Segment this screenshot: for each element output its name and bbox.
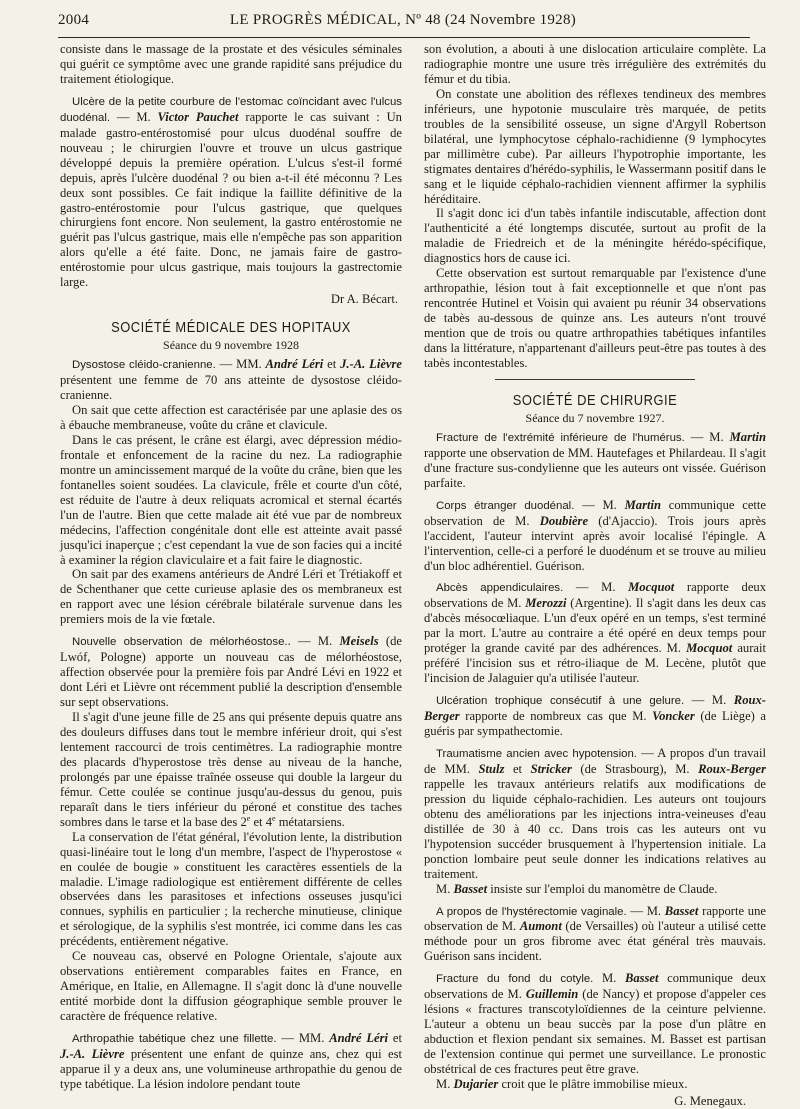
author-name: Guillemin <box>525 987 579 1002</box>
paragraph: consiste dans le massage de la prostate et des vésicules séminales qui guérit ce symptôme avec une grande rapidité sans préjudice du traitement étiologique. <box>60 42 402 86</box>
paragraph: son évolution, a abouti à une dislocation articulaire complète. La radiographie montre une usure très irrégulière des extrémités du fémur et du tibia. <box>424 42 766 86</box>
section-date: Séance du 7 novembre 1927. <box>525 410 665 425</box>
article-ulcere: Ulcère de la petite courbure de l'estomac coïncidant avec l'ulcus duodénal. — M. Victor Pauchet rapporte le cas suivant : Un malade gastro-entérostomisé pour ulcus duodénal souffre de nouveau ; le chirurgien l'ouvre et trouve un ulcus gastrique développé depuis la première opération. L'ulcus s'est-il formé depuis, après l'ulcère duodénal ? ou bien a-t-il été méconnu ? Les deux sont possibles. Ce fait indique la faillite définitive de la gastro-entérostomie pour l'ulcus gastrique, que quelques chirurgiens font encore. Non seulement, la gastro entérostomie ne guérit pas l'ulcus gastrique, mais elle n'empêche pas son apparition alors qu'elle a été faite. Donc, ne jamais faire de gastro-entérostomie pour ulcus gastrique, mais toujours la gastrectomie large. <box>60 95 402 290</box>
author-name: Martin <box>624 497 661 512</box>
paragraph: Ce nouveau cas, observé en Pologne Orientale, s'ajoute aux observations entièrement comparables faites en France, en Amérique, en Italie, en Allemagne. Il s'agit donc là d'une nouvelle entité morbide dont la diffusion géographique semble prouver le caractère de fréquence relative. <box>60 949 402 1024</box>
author-name: J.-A. Lièvre <box>340 357 402 372</box>
author-name: Voncker <box>652 709 695 724</box>
article-dysostose: Dysostose cléido-cranienne. — MM. André Léri et J.-A. Lièvre présentent une femme de 70 ans atteinte de dysostose cléido-cranienne. <box>60 357 402 403</box>
author-name: Victor Pauchet <box>157 109 239 124</box>
section-title: SOCIÉTÉ MÉDICALE DES HOPITAUX <box>111 319 351 337</box>
header-rule <box>58 37 750 38</box>
article-heading: Abcès appendiculaires. <box>436 582 564 595</box>
author-name: Roux-Berger <box>424 693 766 724</box>
author-name: Mocquot <box>628 580 675 595</box>
author-name: Merozzi <box>525 596 567 611</box>
author-name: Basset <box>624 971 659 986</box>
author-name: Martin <box>729 429 766 444</box>
paragraph: Il s'agit d'une jeune fille de 25 ans qui présente depuis quatre ans des douleurs diffuses dans tout le membre inférieur droit, qui s'est lentement raccourci de trois centimètres. La radiographie montre des placards d'hyperostose très dense au niveau de la hanche, prolongés par une épaisse traînée osseuse qui double la largeur du fémur. Cette coulée se continue jusqu'au-dessus du genou, puis reparaît dans le tiers inférieur du péroné et constitue des taches sombres dans le tarse et la base des 2e et 4e métatarsiens. <box>60 710 402 829</box>
article-heading: A propos de l'hystérectomie vaginale. <box>436 905 627 918</box>
article-heading: Ulcère de la petite courbure de l'estomac coïncidant avec l'ulcus duodénal. <box>60 95 402 124</box>
paragraph: On sait par des examens antérieurs de André Léri et Trétiakoff et de Schenthaner que cette curieuse aplasie des os membraneux est en rapport avec une lésion cérébrale bilatérale survenue dans les premiers mois de la vie fœtale. <box>60 567 402 627</box>
author-name: Meisels <box>339 634 379 649</box>
journal-title: LE PROGRÈS MÉDICAL, Nº 48 (24 Novembre 1928) <box>229 12 577 28</box>
author-name: André Léri <box>265 357 324 372</box>
author-name: Stricker <box>530 761 572 776</box>
article-abces: Abcès appendiculaires. — M. Mocquot rapporte deux observations de M. Merozzi (Argentine). Il s'agit dans les deux cas d'abcès mésocœliaque. L'un d'eux opéré en un temps, s'est terminé par la mort. L'autre au contraire a été opéré en deux temps pour protéger la grande cavité par des adhérences. M. Mocquot aurait préféré l'incision sus et rétro-iliaque de M. Lecène, plutôt que l'incision de Jalaguier qu'a utilisée l'auteur. <box>424 580 767 686</box>
article-traumatisme: Traumatisme ancien avec hypotension. — A propos d'un travail de MM. Stulz et Stricker (de Strasbourg), M. Roux-Berger rappelle les travaux antérieurs relatifs aux modifications de pression du liquide céphalo-rachidien. Les auteurs ont toujours obtenu des améliorations par les injections intra-veineuses d'eau distillée de 30 à 40 cc. Dans trois cas les auteurs ont vu l'hypotension succéder brusquement à l'hypertension initiale. La ponction lombaire peut seule donner les indications relatives au traitement. <box>424 745 766 881</box>
paragraph: Dans le cas présent, le crâne est élargi, avec dépression médio-frontale et enfoncement de la racine du nez. La radiographie montre un amincissement marqué de la voûte du crâne, bien que les fontanelles soient soudées. La clavicule, frêle et courte d'un côté, est réduite de l'autre à deux reliquats acromical et sternal écartés l'un de l'autre. Bien que cette malade ait été vue par de nombreux médecins, l'affection congénitale dont elle est atteinte avait passé jusqu'ici inaperçue ; c'est cependant la vue de son facies qui a incité à examiner la région claviculaire et a fait faire le diagnostic. <box>60 432 402 567</box>
section-title: SOCIÉTÉ DE CHIRURGIE <box>512 391 678 409</box>
right-column <box>424 42 766 1109</box>
signature: Dr A. Bécart. <box>330 292 398 307</box>
paragraph: M. Basset insiste sur l'emploi du manomètre de Claude. <box>436 881 718 896</box>
article-heading: Ulcération trophique consécutif à une gelure. <box>436 695 685 708</box>
author-name: Basset <box>453 881 488 896</box>
author-name: Stulz <box>478 761 505 776</box>
article-corps-etranger: Corps étranger duodénal. — M. Martin communique cette observation de M. Doubière (d'Ajaccio). Trois jours après l'accident, l'auteur intervint après avoir localisé l'épingle. A l'intervention, celle-ci a perforé le duodénum et se trouve au milieu d'un bloc adhérentiel. Guérison. <box>424 497 767 573</box>
paragraph: On constate une abolition des réflexes tendineux des membres inférieurs, une hypotonie musculaire très marquée, de petits troubles de la sensibilité osseuse, un signe d'Argyll Robertson bilatéral, une lymphocytose céphalo-rachidienne (9 lymphocytes par millimètre cube). Par ailleurs l'hypotrophie importante, les stigmates dentaires d'hérédo-syphilis, le Wassermann positif dans le sang et le liquide céphalo-rachidien viennent affirmer la syphilis héréditaire. <box>424 86 766 206</box>
article-melorheostose: Nouvelle observation de mélorhéostose.. — M. Meisels (de Lwóf, Pologne) apporte un nouveau cas de mélorhéostose, affection observée pour la première fois par André Lévi en 1922 et dont Léri et Lièvre ont récemment publié la description d'ensemble sur sept observations. <box>60 634 402 710</box>
paragraph: Cette observation est surtout remarquable par l'existence d'une arthropathie, lésion tout à fait exceptionnelle et que n'ont pas rencontrée Hutinel et Voisin qui avaient pu réunir 34 observations de tabès au-dessous de quinze ans. Les auteurs n'ont trouvé mention que de trois ou quatre arthropathies tabétiques infantiles dans la littérature, n'appartenant d'ailleurs peut-être pas toutes à des tabès incontestables. <box>424 266 766 371</box>
author-name: Basset <box>664 903 699 918</box>
signature: G. Menegaux. <box>674 1093 746 1108</box>
author-name: Doubière <box>539 513 589 528</box>
article-heading: Traumatisme ancien avec hypotension. <box>436 747 637 760</box>
author-name: J.-A. Lièvre <box>60 1047 125 1061</box>
article-cotyle: Fracture du fond du cotyle. M. Basset communique deux observations de M. Guillemin (de Nancy) et propose d'appeler ces lésions « fractures transcotyloïdiennes de la ceinture pelvienne. L'auteur a obtenu un beau succès par la pose d'un plâtre en abduction et flexion pendant six semaines. M. Basset est partisan de l'extension continue qui permet une surveillance. Le pronostic obstétrical de ces fractures peut être grave. <box>424 971 766 1077</box>
article-heading: Nouvelle observation de mélorhéostose. <box>72 636 288 649</box>
left-column <box>60 42 402 1092</box>
author-name: Aumont <box>519 919 562 934</box>
article-heading: Corps étranger duodénal. <box>436 499 575 512</box>
author-name: Dujarier <box>453 1077 499 1091</box>
article-heading: Arthropathie tabétique chez une fillette. <box>72 1033 277 1046</box>
section-divider <box>495 379 695 380</box>
paragraph: La conservation de l'état général, l'évolution lente, la distribution quasi-linéaire tout le long d'un membre, l'aspect de l'hyperostose « en coulée de bougie » constituent les caractères essentiels de la maladie. L'image radiologique est entièrement différente de celles observées dans les parasitoses et infections osseuses jusqu'ici connues, syphilis en particulier ; la recherche minutieuse, clinique et sérologique, de la syphilis s'est montrée, ici comme dans les cas précédents, entièrement négative. <box>60 829 402 949</box>
author-name: Roux-Berger <box>698 761 766 776</box>
section-date: Séance du 9 novembre 1928 <box>163 338 299 353</box>
author-name: Mocquot <box>686 641 733 656</box>
article-heading: Fracture du fond du cotyle. <box>436 973 594 986</box>
page-header <box>58 12 748 34</box>
article-heading: Fracture de l'extrémité inférieure de l'humérus. <box>436 431 685 444</box>
article-arthropathie: Arthropathie tabétique chez une fillette. — MM. André Léri et J.-A. Lièvre présentent une enfant de quinze ans, chez qui est apparue il y a deux ans, une volumineuse arthropathie du genou de type tabétique. La lésion indolore pendant toute <box>60 1031 402 1091</box>
paragraph: Il s'agit donc ici d'un tabès infantile indiscutable, affection dont l'authenticité a été longtemps discutée, surtout au profit de la maladie de Friedreich et de la méningite hérédo-spécifique, diagnostics hors de cause ici. <box>424 206 766 266</box>
article-fracture: Fracture de l'extrémité inférieure de l'humérus. — M. Martin rapporte une observation de MM. Hautefages et Philardeau. Il s'agit d'une fracture sus-condylienne que les auteurs ont vissée. Guérison parfaite. <box>424 429 766 490</box>
paragraph: M. Dujarier croit que le plâtre immobilise mieux. <box>436 1077 688 1091</box>
article-ulceration: Ulcération trophique consécutif à une gelure. — M. Roux-Berger rapporte de nombreux cas que M. Voncker (de Liège) a guéris par sympathectomie. <box>424 693 766 739</box>
article-heading: Dysostose cléido-cranienne. <box>72 359 216 372</box>
paragraph: On sait que cette affection est caractérisée par une aplasie des os à ébauche membraneuse, voûte du crâne et clavicule. <box>60 402 402 432</box>
article-hysterectomie: A propos de l'hystérectomie vaginale. — M. Basset rapporte une observation de M. Aumont (de Versailles) où l'auteur a utilisé cette méthode pour un gros fibrome avec état général très mauvais. Guérison sans incident. <box>424 903 767 964</box>
author-name: André Léri <box>329 1031 388 1046</box>
page-number: 2004 <box>58 12 90 28</box>
